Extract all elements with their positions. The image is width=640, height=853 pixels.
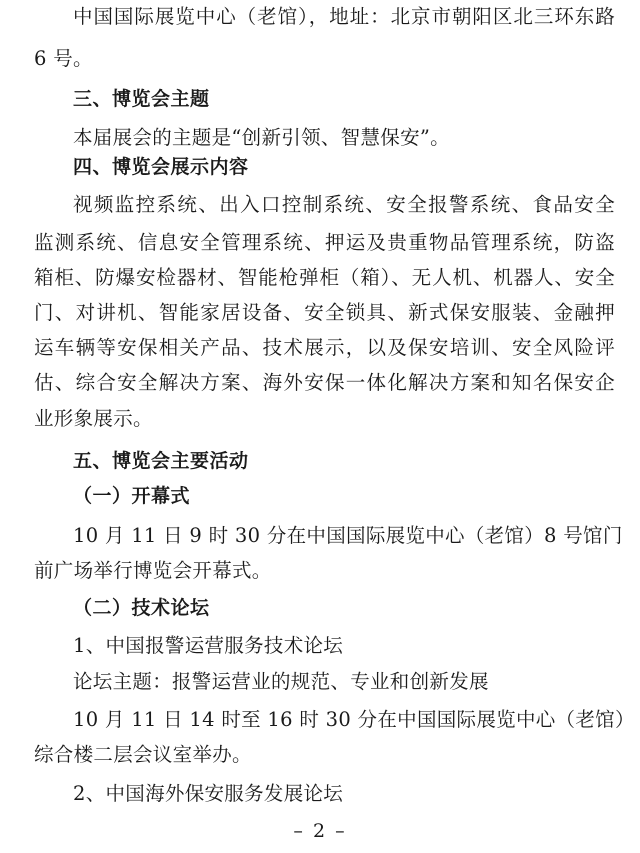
subsection-heading: （一）开幕式: [73, 485, 191, 507]
paragraph-line: 箱柜、防爆安检器材、智能枪弹柜（箱）、无人机、机器人、安全: [34, 266, 615, 289]
paragraph-line: 1、中国报警运营服务技术论坛: [73, 634, 344, 657]
paragraph-line: 综合楼二层会议室举办。: [34, 743, 252, 766]
paragraph-line: 门、对讲机、智能家居设备、安全锁具、新式保安服装、金融押: [34, 301, 615, 324]
paragraph-line: 监测系统、信息安全管理系统、押运及贵重物品管理系统，防盗: [34, 231, 615, 254]
paragraph-line: 本届展会的主题是“创新引领、智慧保安”。: [73, 126, 450, 149]
paragraph-line: 视频监控系统、出入口控制系统、安全报警系统、食品安全: [73, 193, 615, 216]
section-heading: 四、博览会展示内容: [73, 156, 249, 178]
paragraph-line: 业形象展示。: [34, 407, 153, 430]
paragraph-line: 估、综合安全解决方案、海外安保一体化解决方案和知名保安企: [34, 371, 615, 394]
paragraph-line: 运车辆等安保相关产品、技术展示，以及保安培训、安全风险评: [34, 336, 615, 359]
paragraph-line: 论坛主题：报警运营业的规范、专业和创新发展: [73, 670, 489, 693]
paragraph-line: 6 号。: [34, 47, 93, 70]
section-heading: 五、博览会主要活动: [73, 450, 249, 472]
paragraph-line: 10 月 11 日 14 时至 16 时 30 分在中国国际展览中心（老馆）: [73, 708, 635, 731]
paragraph-line: 2、中国海外保安服务发展论坛: [73, 782, 344, 805]
paragraph-line: 中国国际展览中心（老馆），地址：北京市朝阳区北三环东路: [73, 5, 615, 28]
section-heading: 三、博览会主题: [73, 88, 210, 110]
paragraph-line: 前广场举行博览会开幕式。: [34, 559, 272, 582]
page-number: – 2 –: [293, 820, 347, 842]
paragraph-line: 10 月 11 日 9 时 30 分在中国国际展览中心（老馆）8 号馆门: [73, 524, 623, 547]
subsection-heading: （二）技术论坛: [73, 597, 210, 619]
